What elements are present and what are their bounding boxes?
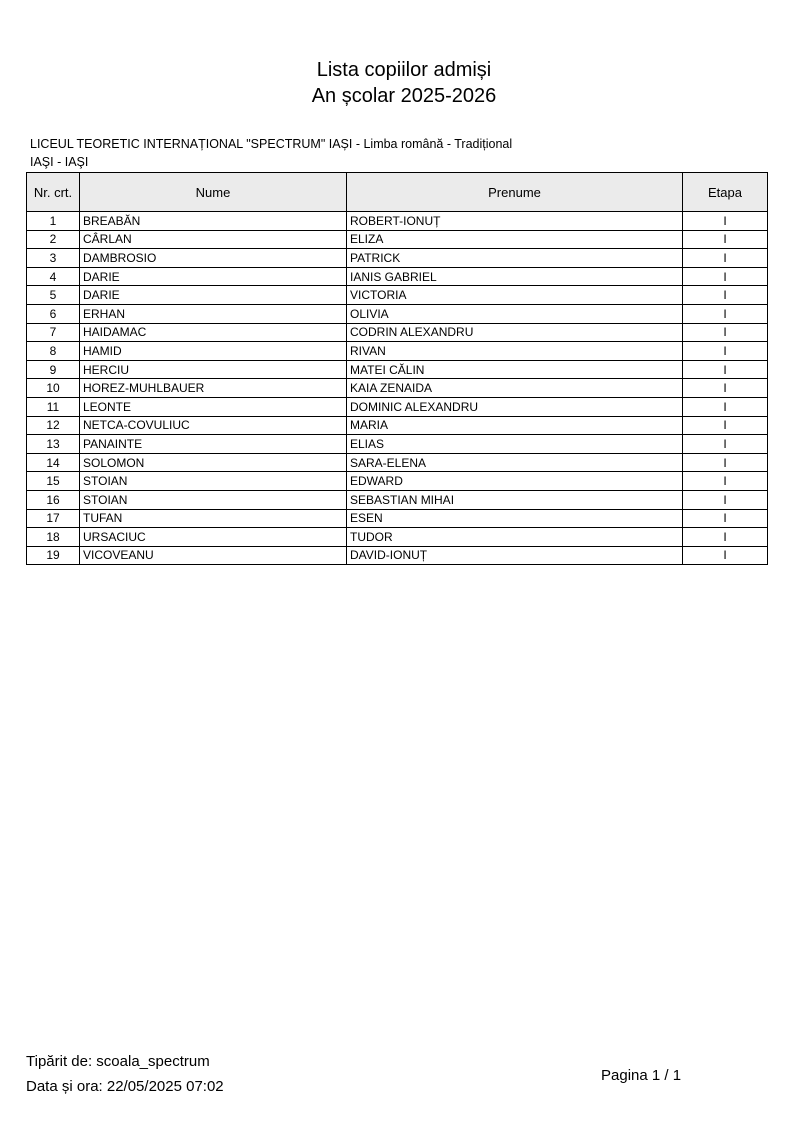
cell-first-name: PATRICK: [347, 249, 683, 268]
cell-first-name: VICTORIA: [347, 286, 683, 305]
cell-stage: I: [683, 286, 768, 305]
cell-stage: I: [683, 509, 768, 528]
cell-last-name: DAMBROSIO: [80, 249, 347, 268]
cell-first-name: DAVID-IONUȚ: [347, 546, 683, 565]
table-header-row: [27, 173, 768, 212]
document-title: Lista copiilor admiși: [316, 59, 492, 81]
cell-last-name: HERCIU: [80, 360, 347, 379]
school-name: LICEUL TEORETIC INTERNAȚIONAL "SPECTRUM" IAȘI - Limba română - Tradițional: [30, 137, 513, 151]
cell-first-name: ROBERT-IONUȚ: [347, 212, 683, 231]
table-row: [27, 416, 768, 435]
cell-row-number: 18: [27, 528, 80, 547]
cell-stage: I: [683, 230, 768, 249]
cell-stage: I: [683, 397, 768, 416]
cell-last-name: VICOVEANU: [80, 546, 347, 565]
cell-first-name: RIVAN: [347, 342, 683, 361]
cell-first-name: ELIAS: [347, 435, 683, 454]
cell-first-name: ELIZA: [347, 230, 683, 249]
table-row: [27, 453, 768, 472]
cell-last-name: HAMID: [80, 342, 347, 361]
table-row: [27, 397, 768, 416]
cell-stage: I: [683, 528, 768, 547]
cell-row-number: 5: [27, 286, 80, 305]
table-row: [27, 212, 768, 231]
table-row: [27, 323, 768, 342]
cell-stage: I: [683, 490, 768, 509]
cell-stage: I: [683, 360, 768, 379]
cell-last-name: TUFAN: [80, 509, 347, 528]
admitted-children-table: [26, 172, 768, 565]
table-row: [27, 528, 768, 547]
cell-stage: I: [683, 435, 768, 454]
cell-row-number: 11: [27, 397, 80, 416]
cell-row-number: 9: [27, 360, 80, 379]
cell-stage: I: [683, 342, 768, 361]
school-location: IAŞI - IAŞI: [30, 155, 89, 169]
school-year-title: An școlar 2025-2026: [311, 85, 497, 107]
cell-row-number: 17: [27, 509, 80, 528]
cell-first-name: CODRIN ALEXANDRU: [347, 323, 683, 342]
cell-first-name: MATEI CĂLIN: [347, 360, 683, 379]
cell-row-number: 15: [27, 472, 80, 491]
cell-stage: I: [683, 379, 768, 398]
table-row: [27, 249, 768, 268]
cell-row-number: 2: [27, 230, 80, 249]
table-row: [27, 304, 768, 323]
table-body: [27, 212, 768, 565]
column-header-nume: Nume: [80, 173, 347, 212]
column-header-nr: Nr. crt.: [27, 173, 80, 212]
cell-stage: I: [683, 416, 768, 435]
cell-first-name: KAIA ZENAIDA: [347, 379, 683, 398]
cell-first-name: IANIS GABRIEL: [347, 267, 683, 286]
cell-last-name: HOREZ-MUHLBAUER: [80, 379, 347, 398]
cell-row-number: 10: [27, 379, 80, 398]
cell-row-number: 12: [27, 416, 80, 435]
cell-stage: I: [683, 267, 768, 286]
cell-stage: I: [683, 453, 768, 472]
cell-stage: I: [683, 472, 768, 491]
cell-first-name: EDWARD: [347, 472, 683, 491]
cell-last-name: DARIE: [80, 286, 347, 305]
cell-last-name: CÂRLAN: [80, 230, 347, 249]
cell-row-number: 13: [27, 435, 80, 454]
column-header-etapa: Etapa: [683, 173, 768, 212]
cell-first-name: SARA-ELENA: [347, 453, 683, 472]
page-number: Pagina 1 / 1: [601, 1067, 682, 1084]
cell-row-number: 6: [27, 304, 80, 323]
table-row: [27, 342, 768, 361]
print-datetime: Data și ora: 22/05/2025 07:02: [26, 1078, 224, 1095]
cell-last-name: SOLOMON: [80, 453, 347, 472]
cell-stage: I: [683, 249, 768, 268]
cell-first-name: DOMINIC ALEXANDRU: [347, 397, 683, 416]
table-row: [27, 472, 768, 491]
cell-first-name: TUDOR: [347, 528, 683, 547]
table-row: [27, 286, 768, 305]
cell-row-number: 4: [27, 267, 80, 286]
table-row: [27, 360, 768, 379]
cell-first-name: MARIA: [347, 416, 683, 435]
cell-row-number: 16: [27, 490, 80, 509]
cell-row-number: 1: [27, 212, 80, 231]
cell-stage: I: [683, 323, 768, 342]
cell-row-number: 8: [27, 342, 80, 361]
cell-first-name: SEBASTIAN MIHAI: [347, 490, 683, 509]
cell-last-name: HAIDAMAC: [80, 323, 347, 342]
cell-stage: I: [683, 304, 768, 323]
table-row: [27, 490, 768, 509]
table-row: [27, 267, 768, 286]
table-row: [27, 230, 768, 249]
cell-row-number: 7: [27, 323, 80, 342]
cell-first-name: OLIVIA: [347, 304, 683, 323]
cell-first-name: ESEN: [347, 509, 683, 528]
cell-last-name: LEONTE: [80, 397, 347, 416]
cell-last-name: ERHAN: [80, 304, 347, 323]
printed-by: Tipărit de: scoala_spectrum: [26, 1053, 210, 1070]
table-row: [27, 509, 768, 528]
cell-last-name: STOIAN: [80, 472, 347, 491]
cell-last-name: STOIAN: [80, 490, 347, 509]
cell-last-name: NETCA-COVULIUC: [80, 416, 347, 435]
cell-stage: I: [683, 546, 768, 565]
table-row: [27, 435, 768, 454]
table-row: [27, 546, 768, 565]
cell-row-number: 14: [27, 453, 80, 472]
cell-stage: I: [683, 212, 768, 231]
cell-row-number: 3: [27, 249, 80, 268]
column-header-prenume: Prenume: [347, 173, 683, 212]
cell-row-number: 19: [27, 546, 80, 565]
cell-last-name: DARIE: [80, 267, 347, 286]
cell-last-name: PANAINTE: [80, 435, 347, 454]
cell-last-name: URSACIUC: [80, 528, 347, 547]
table-row: [27, 379, 768, 398]
cell-last-name: BREABĂN: [80, 212, 347, 231]
